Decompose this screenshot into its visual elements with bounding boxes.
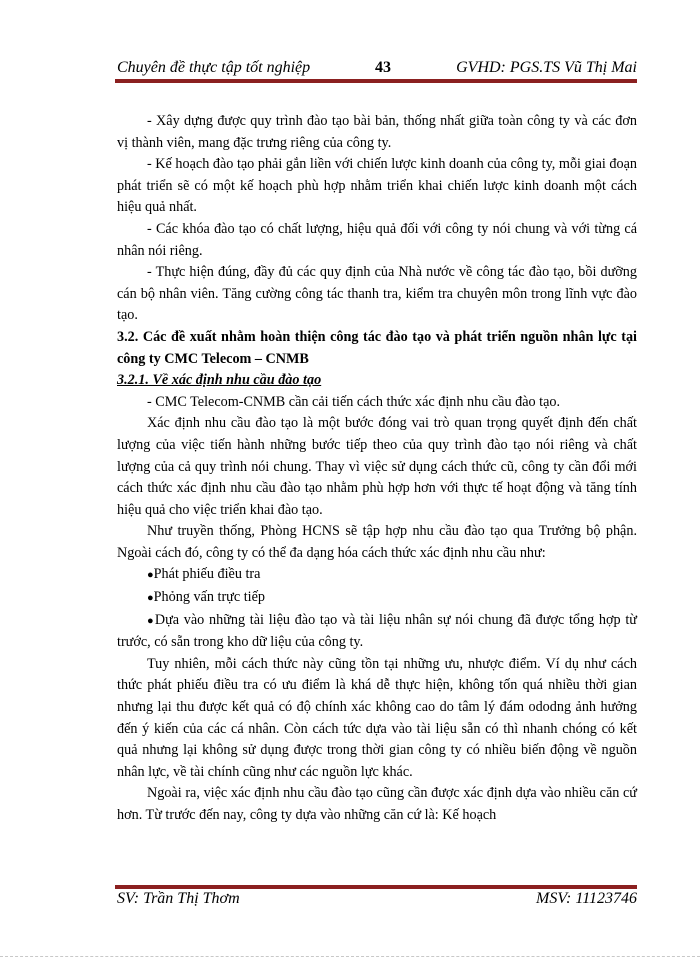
paragraph-3: - Các khóa đào tạo có chất lượng, hiệu quả đối với công ty nói chung và với từng cá nhân nói riêng.: [117, 220, 637, 259]
paragraph-5: - CMC Telecom-CNMB cần cải tiến cách thức xác định nhu cầu đào tạo.: [147, 393, 561, 410]
page-break-line: [0, 956, 700, 957]
footer-divider: [115, 885, 637, 889]
paragraph-9: Ngoài ra, việc xác định nhu cầu đào tạo cũng cần được xác định dựa vào nhiều căn cứ hơn. Từ trước đến nay, công ty dựa vào những căn cứ là: Kế hoạch: [117, 785, 637, 823]
section-heading-3-2: 3.2. Các đề xuất nhằm hoàn thiện công tác đào tạo và phát triển nguồn nhân lực tại công ty CMC Telecom – CNMB: [117, 328, 637, 367]
subsection-heading-3-2-1: 3.2.1. Về xác định nhu cầu đào tạo: [117, 372, 322, 389]
bullet-icon: ●: [147, 614, 155, 627]
paragraph-8: Tuy nhiên, mỗi cách thức này cũng tồn tại những ưu, nhược điểm. Ví dụ như cách thức phát phiếu điều tra có ưu điểm là khá dễ thực hiện, không tốn quá nhiều thời gian nhưng lại thu được kết quả có độ chính xác không cao do tâm lý đám ododng ảnh hưởng đến ý kiến của các cá nhân. Còn cách tức dựa vào tài liệu sẵn có thì nhanh chóng có kết quả nhưng lại không sử dụng được trong thời gian công ty có nhiều biến động về nguồn nhân lực, về tài chính cũng như các nguồn lực khác.: [117, 655, 637, 780]
bullet-icon: ●: [147, 592, 154, 605]
paragraph-1: - Xây dựng được quy trình đào tạo bài bản, thống nhất giữa toàn công ty và các đơn vị thành viên, mang đặc trưng riêng của công ty.: [117, 113, 637, 151]
list-item-text: Dựa vào những tài liệu đào tạo và tài liệu nhân sự nói chung đã được tổng hợp từ trước, có sẵn trong kho dữ liệu của công ty.: [117, 611, 637, 651]
bullet-icon: ●: [147, 569, 154, 582]
paragraph-2: - Kế hoạch đào tạo phải gắn liền với chiến lược kinh doanh của công ty, mỗi giai đoạn phát triển sẽ có một kế hoạch phù hợp nhằm triển khai chiến lược kinh doanh một cách hiệu quả nhất.: [117, 156, 637, 216]
list-item: [117, 564, 637, 587]
list-item: [117, 610, 637, 654]
list-item-text: Phỏng vấn trực tiếp: [153, 589, 265, 606]
paragraph-6: Xác định nhu cầu đào tạo là một bước đóng vai trò quan trọng quyết định đến chất lượng của việc tiến hành những bước tiếp theo của quy trình đào tạo nói riêng và chất lượng của cả quy trình nói chung. Thay vì việc sử dụng cách thức cũ, công ty cần đổi mới cách thức xác định nhu cầu đào tạo nhằm phù hợp hơn với thực tế hoạt động và tăng tính hiệu quả cho việc triển khai đào tạo.: [117, 415, 637, 518]
page-header: [117, 57, 637, 79]
header-page-number: 43: [375, 59, 391, 76]
list-item: [117, 587, 637, 610]
paragraph-7: Như truyền thống, Phòng HCNS sẽ tập hợp nhu cầu đào tạo qua Trưởng bộ phận. Ngoài cách đó, công ty có thể đa dạng hóa cách thức xác định nhu cầu như:: [117, 523, 637, 561]
list-item-text: Phát phiếu điều tra: [153, 566, 261, 583]
footer-student-name: SV: Trần Thị Thơm: [117, 890, 240, 907]
header-divider: [115, 79, 637, 83]
page-body: [117, 111, 637, 827]
header-supervisor: GVHD: PGS.TS Vũ Thị Mai: [456, 59, 637, 76]
footer-student-id: MSV: 11123746: [535, 890, 637, 907]
paragraph-4: - Thực hiện đúng, đầy đủ các quy định của Nhà nước về công tác đào tạo, bồi dưỡng cán bộ nhân viên. Tăng cường công tác thanh tra, kiểm tra chuyên môn trong lĩnh vực đào tạo.: [117, 264, 637, 324]
header-document-title: Chuyên đề thực tập tốt nghiệp: [117, 59, 311, 76]
